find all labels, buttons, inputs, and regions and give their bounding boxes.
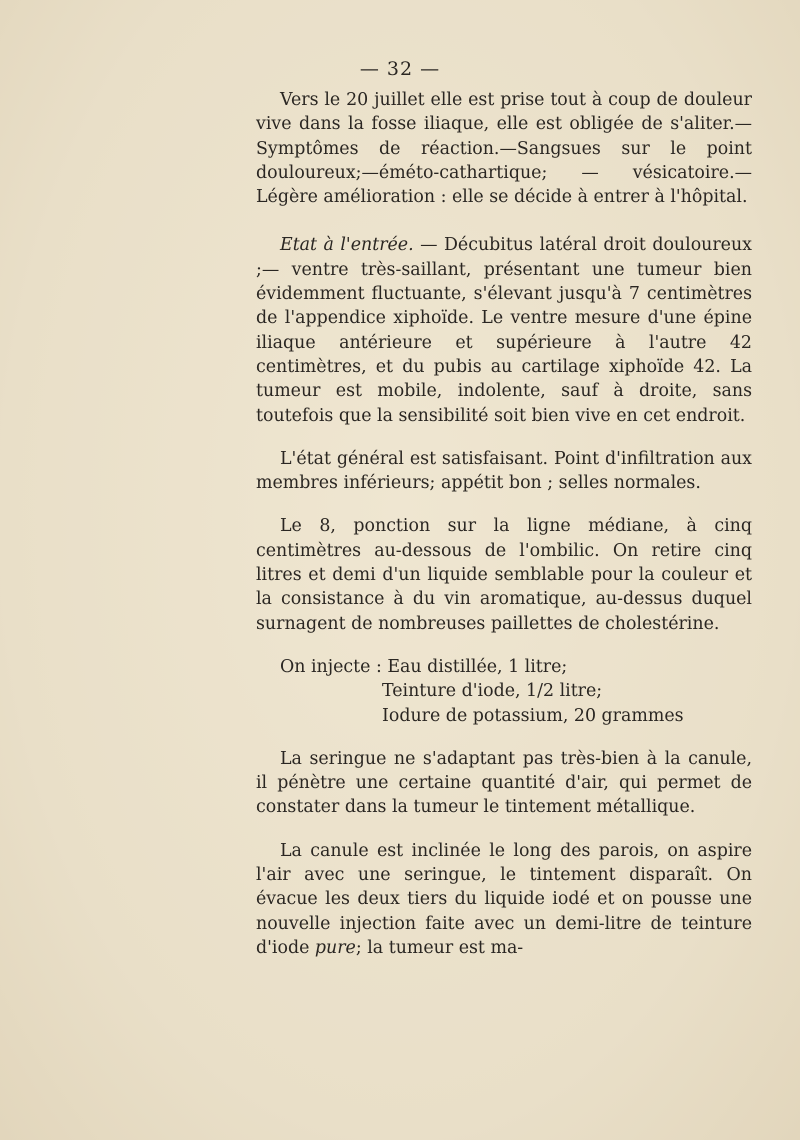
injection-list: [256, 679, 752, 728]
paragraph-cannula-part2: ; la tumeur est ma-: [355, 937, 524, 958]
injection-item-potassium: Iodure de potassium, 20 grammes: [382, 705, 684, 726]
paragraph-puncture: Le 8, ponction sur la ligne médiane, à cinq centimètres au-dessous de l'ombilic. On retire cinq litres et demi d'un liquide semblable pour la couleur et la consistance à du vin aromatique, au-dessus duquel surnagent de nombreuses paillettes de cholestérine.: [256, 516, 752, 634]
section-heading: Etat à l'entrée.: [280, 235, 414, 256]
paragraph-cannula-part1: La canule est inclinée le long des parois, on aspire l'air avec une seringue, le tintement disparaît. On évacue les deux tiers du liquide iodé et on pousse une nouvelle injection faite avec un demi-litre de teinture d'iode: [256, 840, 752, 958]
body-text: [256, 88, 752, 960]
injection-item-iodine: Teinture d'iode, 1/2 litre;: [382, 681, 603, 702]
page-number: — 32 —: [359, 58, 441, 80]
paragraph-syringe: La seringue ne s'adaptant pas très-bien à la canule, il pénètre une certaine quantité d'air, qui permet de constater dans la tumeur le tintement métallique.: [256, 748, 752, 818]
paragraph-cannula: [256, 839, 752, 960]
paragraph-general-state: L'état général est satisfaisant. Point d'infiltration aux membres inférieurs; appétit bon ; selles normales.: [256, 448, 752, 494]
paragraph-injection: On injecte : Eau distillée, 1 litre;: [280, 656, 568, 677]
emphasis-pure: pure: [314, 937, 356, 958]
paragraph-admission-body: — Décubitus latéral droit douloureux ;— ventre très-saillant, présentant une tumeur bien évidemment fluctuante, s'élevant jusqu'à 7 centimètres de l'appendice xiphoïde. Le ventre mesure d'une épine iliaque antérieure et supérieure à l'autre 42 centimètres, et du pubis au cartilage xiphoïde 42. La tumeur est mobile, indolente, sauf à droite, sans toutefois que la sensibilité soit bien vive en cet endroit.: [256, 235, 752, 426]
paragraph-admission-state: [256, 233, 752, 427]
paragraph-onset: Vers le 20 juillet elle est prise tout à coup de douleur vive dans la fosse iliaque, elle est obligée de s'aliter.—Symptômes de réaction.—Sangsues sur le point douloureux;—éméto-cathartique; — vésicatoire.—Légère amélioration : elle se décide à entrer à l'hôpital.: [256, 90, 752, 208]
